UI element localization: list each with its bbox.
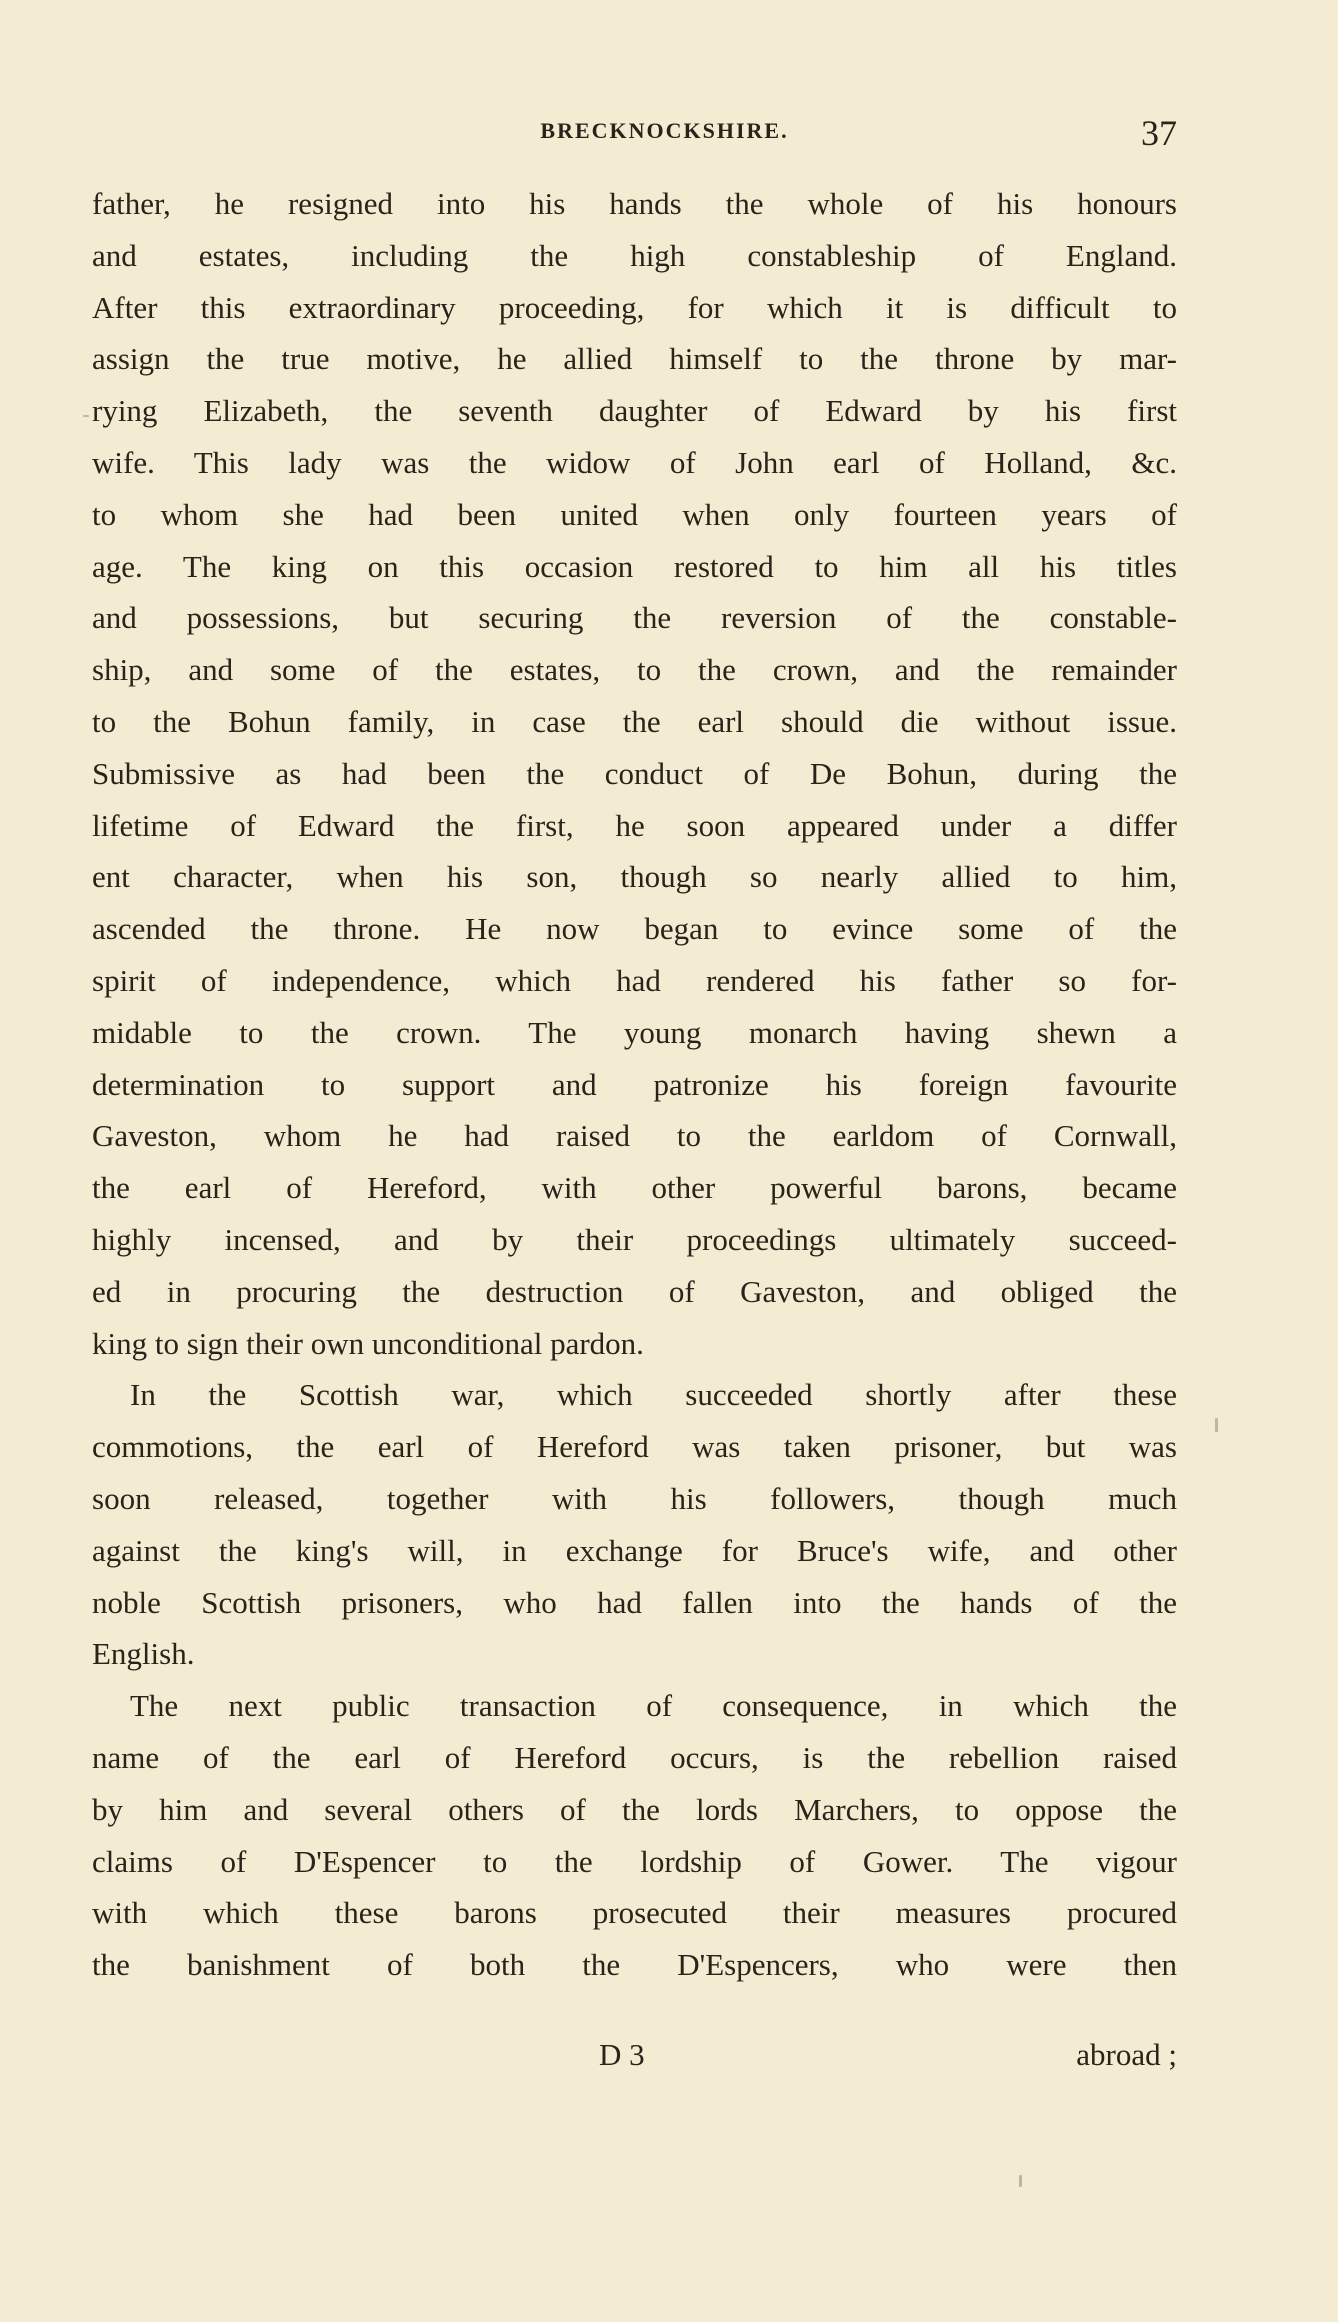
paper-speck <box>1215 1418 1218 1432</box>
text-line: rying Elizabeth, the seventh daughter of Edward by his first <box>92 393 1177 429</box>
signature-mark: D 3 <box>599 2037 645 2072</box>
text-line: Submissive as had been the conduct of De Bohun, during the <box>92 755 1177 791</box>
text-line: and estates, including the high constableship of England. <box>92 237 1177 273</box>
text-line: After this extraordinary proceeding, for which it is difficult to <box>92 289 1177 325</box>
running-head: BRECKNOCKSHIRE. <box>540 118 789 143</box>
catchword: abroad ; <box>1076 2037 1177 2072</box>
paragraph-end-line: English. <box>92 1636 195 1672</box>
text-line: against the king's will, in exchange for Bruce's wife, and other <box>92 1532 1177 1568</box>
paper-speck <box>83 415 89 417</box>
paragraph-start-line: The next public transaction of consequence, in which the <box>130 1688 1177 1724</box>
paragraph-start-line: In the Scottish war, which succeeded shortly after these <box>130 1377 1177 1413</box>
text-line: and possessions, but securing the reversion of the constable- <box>92 600 1177 636</box>
text-line: father, he resigned into his hands the whole of his honours <box>92 186 1177 221</box>
text-line: with which these barons prosecuted their measures procured <box>92 1895 1177 1931</box>
text-line: ascended the throne. He now began to evince some of the <box>92 911 1177 947</box>
page-number: 37 <box>1141 113 1177 153</box>
text-line: claims of D'Espencer to the lordship of Gower. The vigour <box>92 1843 1177 1879</box>
paragraph-end-line: king to sign their own unconditional pardon. <box>92 1325 644 1361</box>
text-line: spirit of independence, which had rendered his father so for- <box>92 962 1177 998</box>
text-line: midable to the crown. The young monarch having shewn a <box>92 1014 1177 1050</box>
text-line: the banishment of both the D'Espencers, who were then <box>92 1947 1177 1983</box>
body-text <box>92 178 1177 1991</box>
text-line: the earl of Hereford, with other powerful barons, became <box>92 1170 1177 1206</box>
text-line: lifetime of Edward the first, he soon appeared under a differ <box>92 807 1177 843</box>
text-line: ent character, when his son, though so nearly allied to him, <box>92 859 1177 895</box>
text-line: wife. This lady was the widow of John earl of Holland, &c. <box>92 444 1177 480</box>
text-line: commotions, the earl of Hereford was taken prisoner, but was <box>92 1429 1177 1465</box>
text-line: assign the true motive, he allied himself to the throne by mar- <box>92 341 1177 377</box>
text-line: by him and several others of the lords Marchers, to oppose the <box>92 1791 1177 1827</box>
text-line: soon released, together with his followers, though much <box>92 1480 1177 1516</box>
text-line: ship, and some of the estates, to the crown, and the remainder <box>92 652 1177 688</box>
page-header <box>92 112 1177 162</box>
text-line: Gaveston, whom he had raised to the earldom of Cornwall, <box>92 1118 1177 1154</box>
text-line: highly incensed, and by their proceedings ultimately succeed- <box>92 1221 1177 1257</box>
text-line: to the Bohun family, in case the earl should die without issue. <box>92 703 1177 739</box>
text-line: to whom she had been united when only fourteen years of <box>92 496 1177 532</box>
text-line: name of the earl of Hereford occurs, is the rebellion raised <box>92 1739 1177 1775</box>
paper-speck <box>1019 2175 1022 2187</box>
page-footer <box>92 2037 1177 2087</box>
text-line: noble Scottish prisoners, who had fallen into the hands of the <box>92 1584 1177 1620</box>
text-line: age. The king on this occasion restored to him all his titles <box>92 548 1177 584</box>
text-line: ed in procuring the destruction of Gaveston, and obliged the <box>92 1273 1177 1309</box>
text-line: determination to support and patronize his foreign favourite <box>92 1066 1177 1102</box>
